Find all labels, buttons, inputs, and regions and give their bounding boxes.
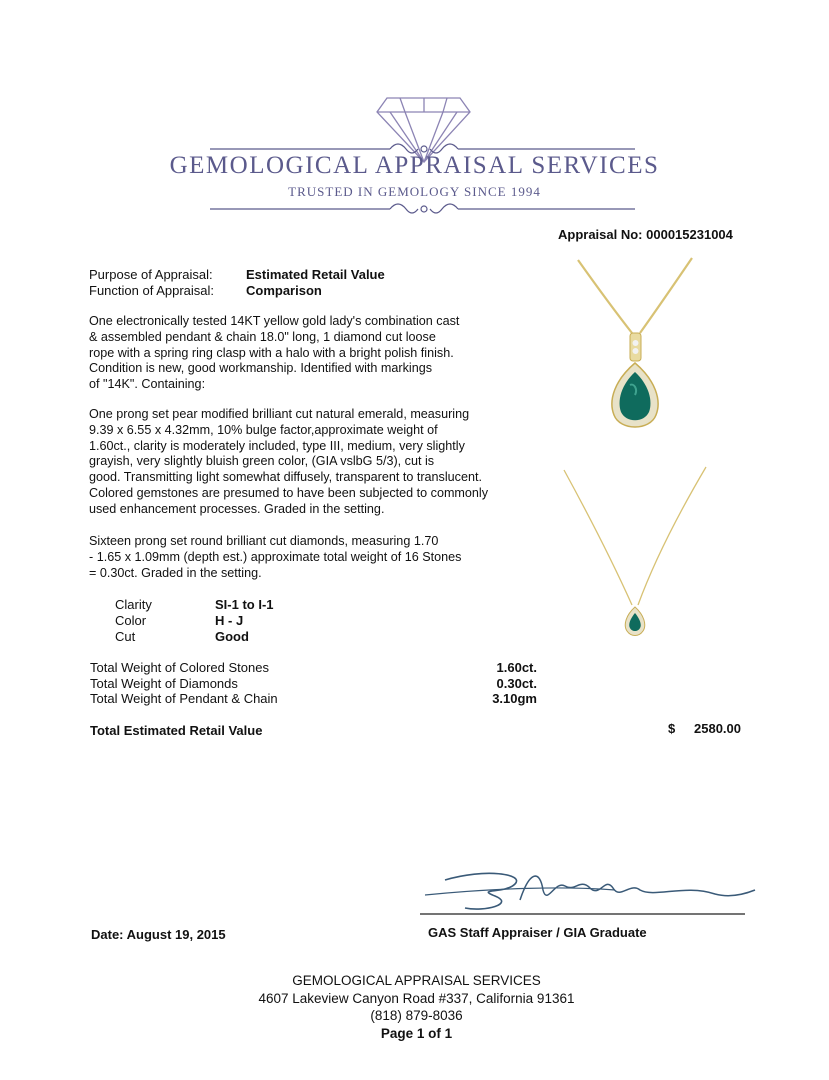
description-line: rope with a spring ring clasp with a halo with a bright polish finish.	[89, 345, 454, 360]
pendant-closeup-icon	[560, 255, 710, 440]
total-value: 1.60ct.	[496, 660, 537, 675]
total-value: 0.30ct.	[496, 675, 537, 691]
diamond-description	[89, 534, 529, 581]
appraisal-number: Appraisal No: 000015231004	[558, 227, 733, 242]
grade-value: H - J	[215, 613, 244, 628]
footer	[0, 972, 829, 1042]
company-name: GEMOLOGICAL APPRAISAL SERVICES	[169, 152, 660, 179]
description-line: & assembled pendant & chain 18.0" long, 1 diamond cut loose	[89, 329, 436, 344]
appraiser-signature	[415, 860, 760, 920]
total-label: Total Weight of Pendant & Chain	[90, 691, 278, 706]
grade-row	[115, 597, 274, 613]
page-number: Page 1 of 1	[380, 1025, 453, 1041]
total-label: Total Weight of Diamonds	[90, 675, 238, 691]
signature-title: GAS Staff Appraiser / GIA Graduate	[428, 925, 647, 940]
grade-label: Clarity	[115, 597, 152, 612]
grade-row	[115, 613, 274, 629]
grade-row	[115, 629, 274, 645]
footer-company: GEMOLOGICAL APPRAISAL SERVICES	[292, 973, 541, 988]
emerald-line: Colored gemstones are presumed to have been subjected to commonly	[89, 485, 489, 500]
emerald-line: 1.60ct., clarity is moderately included, type III, medium, very slightly	[89, 438, 465, 453]
diamond-line: Sixteen prong set round brilliant cut diamonds, measuring 1.70	[89, 534, 439, 548]
grade-label: Cut	[115, 629, 136, 644]
diamond-line: = 0.30ct. Graded in the setting.	[89, 565, 262, 580]
total-value: 3.10gm	[492, 691, 537, 706]
purpose-row	[89, 267, 385, 282]
grade-label: Color	[115, 613, 147, 628]
purpose-label: Purpose of Appraisal:	[89, 267, 213, 282]
company-tagline: TRUSTED IN GEMOLOGY SINCE 1994	[288, 184, 541, 199]
grade-value: Good	[215, 629, 249, 644]
necklace-full-image	[560, 465, 710, 645]
description-line: of "14K". Containing:	[89, 377, 206, 392]
emerald-description	[89, 407, 529, 518]
function-label: Function of Appraisal:	[89, 283, 215, 298]
emerald-line: 9.39 x 6.55 x 4.32mm, 10% bulge factor,approximate weight of	[89, 422, 438, 437]
total-row	[90, 660, 537, 676]
emerald-line: One prong set pear modified brilliant cut natural emerald, measuring	[89, 407, 470, 421]
diamond-line: - 1.65 x 1.09mm (depth est.) approximate total weight of 16 Stones	[89, 549, 462, 564]
total-row	[90, 676, 537, 692]
grade-value: SI-1 to I-1	[215, 597, 274, 612]
function-value: Comparison	[246, 283, 322, 298]
emerald-line: good. Transmitting light somewhat diffusely, transparent to translucent.	[89, 470, 482, 485]
item-description	[89, 314, 529, 393]
retail-currency: $	[668, 721, 676, 736]
footer-address: 4607 Lakeview Canyon Road #337, California 91361	[258, 990, 575, 1006]
description-line: One electronically tested 14KT yellow gold lady's combination cast	[89, 314, 460, 328]
appraisal-date: Date: August 19, 2015	[91, 927, 226, 942]
retail-value-label: Total Estimated Retail Value	[90, 723, 263, 738]
total-label: Total Weight of Colored Stones	[90, 660, 269, 675]
emerald-line: grayish, very slightly bluish green color, (GIA vslbG 5/3), cut is	[89, 454, 435, 469]
purpose-value: Estimated Retail Value	[246, 267, 385, 282]
function-row	[89, 283, 322, 298]
grades-table	[115, 597, 274, 645]
description-line: Condition is new, good workmanship. Identified with markings	[89, 361, 433, 376]
retail-amount: 2580.00	[694, 721, 741, 736]
total-row	[90, 691, 537, 707]
totals-table	[90, 660, 537, 707]
signature-icon	[415, 860, 760, 920]
necklace-icon	[560, 465, 710, 645]
footer-phone: (818) 879-8036	[370, 1008, 463, 1023]
pendant-closeup-image	[560, 255, 710, 440]
emerald-line: used enhancement processes. Graded in the setting.	[89, 501, 385, 516]
